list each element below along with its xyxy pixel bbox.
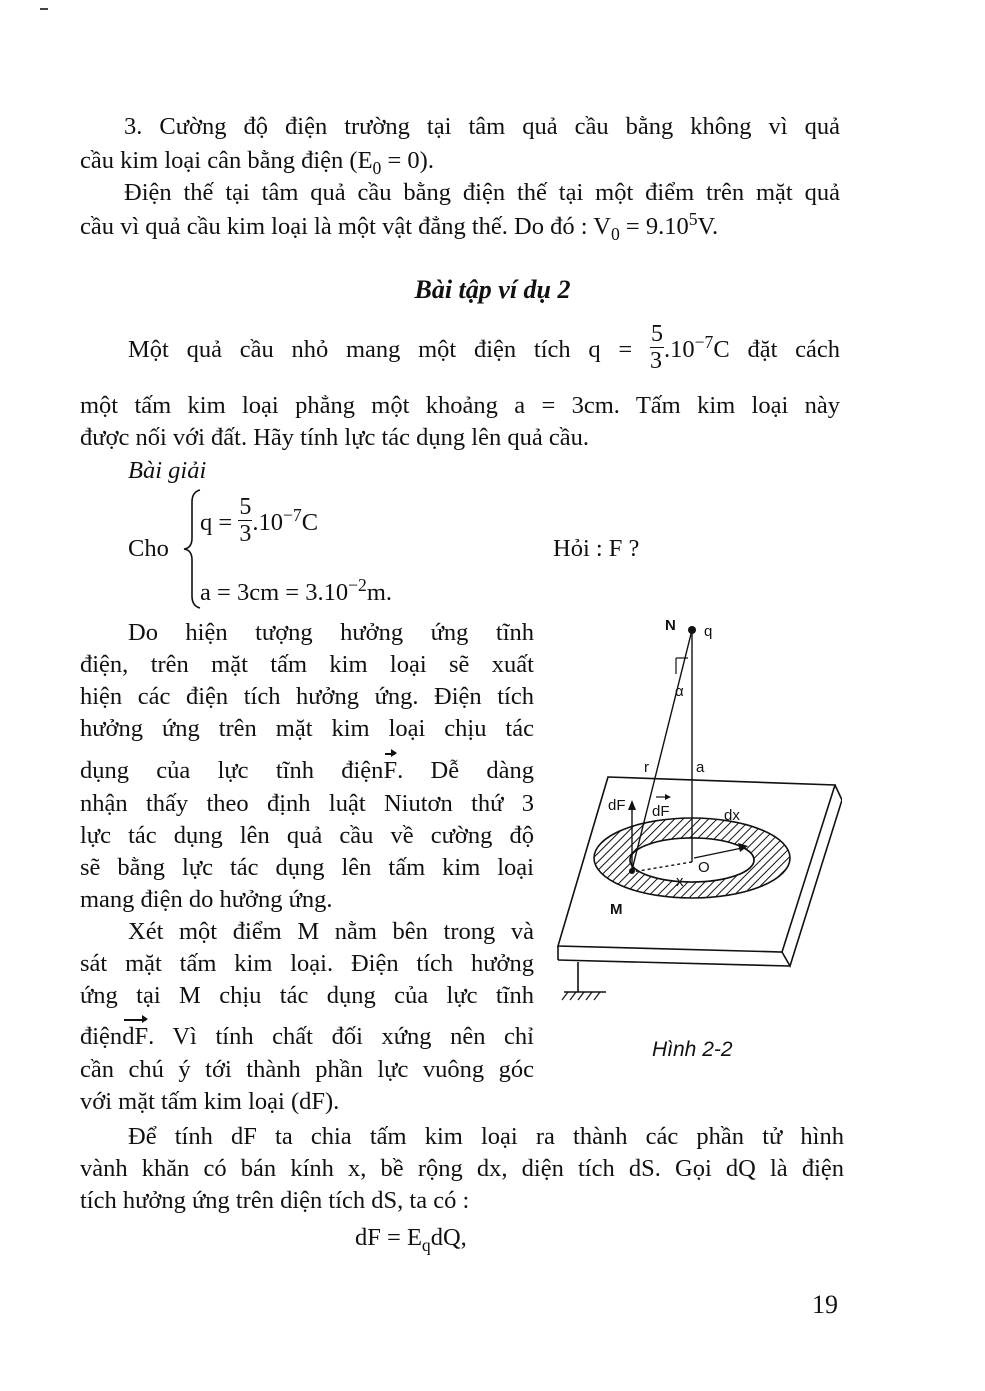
para-last-line1: Để tính dF ta chia tấm kim loại ra thành các phần tử hình xyxy=(128,1123,844,1150)
para1-line2: cầu kim loại cân bằng điện $(E_0 = 0)$. xyxy=(80,147,434,179)
para-last-line2: vành khăn có bán kính x, bề rộng dx, diện tích dS. Gọi dQ là điện xyxy=(80,1155,844,1182)
para1-line4: cầu vì quả cầu kim loại là một vật đẳng thế. Do đó : $V_0 = 9.10^5V$. xyxy=(80,209,719,245)
label-N: N xyxy=(665,617,676,634)
equation-dF: dF = $E_qdQ$, xyxy=(355,1224,467,1256)
body-line: sẽ bằng lực tác dụng lên tấm kim loại xyxy=(80,854,534,881)
induced-charge-figure xyxy=(552,610,842,1030)
body-line: nhận thấy theo định luật Niutơn thứ 3 xyxy=(80,790,534,817)
label-dF: dF xyxy=(608,797,626,814)
label-r: r xyxy=(644,759,649,776)
body-line: sát mặt tấm kim loại. Điện tích hưởng xyxy=(80,950,534,977)
page-number: 19 xyxy=(812,1290,838,1319)
problem-line1: Một quả cầu nhỏ mang một điện tích q = $\frac{5}{3}$ $.10^{-7}C$ đặt cách xyxy=(128,320,840,374)
given-q-fraction: $\frac{5}{3}$ xyxy=(239,493,252,547)
body-line: mang điện do hưởng ứng. xyxy=(80,886,333,913)
para1-line3: Điện thế tại tâm quả cầu bằng điện thế tại một điểm trên mặt quả xyxy=(124,179,840,206)
body-line: dụng của lực tĩnh điệnF. Dễ dàng xyxy=(80,757,534,784)
point-M xyxy=(629,868,635,874)
scan-mark xyxy=(40,8,48,10)
problem-line2: một tấm kim loại phẳng một khoảng a = 3cm. Tấm kim loại này xyxy=(80,392,840,419)
label-alpha: α xyxy=(675,683,684,700)
body-line: điện, trên mặt tấm kim loại sẽ xuất xyxy=(80,651,534,678)
charge-fraction: $\frac{5}{3}$ xyxy=(649,320,663,374)
body-line: ứng tại M chịu tác dụng của lực tĩnh xyxy=(80,982,534,1009)
para1-line1: 3. Cường độ điện trường tại tâm quả cầu bằng không vì quả xyxy=(124,113,840,140)
charge-point xyxy=(688,626,696,634)
problem-line3: được nối với đất. Hãy tính lực tác dụng lên quả cầu. xyxy=(80,424,589,451)
label-x: x xyxy=(676,873,684,890)
label-O: O xyxy=(698,859,710,876)
label-dx: dx xyxy=(724,807,740,824)
given-label: Cho xyxy=(128,535,169,562)
body-line: lực tác dụng lên quả cầu về cường độ xyxy=(80,822,534,849)
question: Hỏi : F ? xyxy=(553,535,640,562)
label-dF-vector: dF xyxy=(652,803,670,820)
given-a: $a = 3cm = 3.10^{-2}m$. xyxy=(200,575,393,606)
body-line: với mặt tấm kim loại (dF). xyxy=(80,1088,340,1115)
body-line: hưởng ứng trên mặt kim loại chịu tác xyxy=(80,715,534,742)
figure-caption: Hình 2-2 xyxy=(652,1038,733,1061)
body-line: Do hiện tượng hưởng ứng tĩnh xyxy=(128,619,534,646)
body-line: cần chú ý tới thành phần lực vuông góc xyxy=(80,1056,534,1083)
solution-label: Bài giải xyxy=(128,457,207,484)
label-M: M xyxy=(610,901,623,918)
body-line: Xét một điểm M nằm bên trong và xyxy=(128,918,534,945)
body-line: hiện các điện tích hưởng ứng. Điện tích xyxy=(80,683,534,710)
label-q: q xyxy=(704,623,713,640)
section-heading: Bài tập ví dụ 2 xyxy=(414,275,571,304)
para-last-line3: tích hưởng ứng trên diện tích dS, ta có : xyxy=(80,1187,470,1214)
given-q: q = $\frac{5}{3}$ $.10^{-7}C$ xyxy=(200,493,319,547)
body-line: điệndF. Vì tính chất đối xứng nên chỉ xyxy=(80,1023,534,1050)
label-a: a xyxy=(696,759,705,776)
